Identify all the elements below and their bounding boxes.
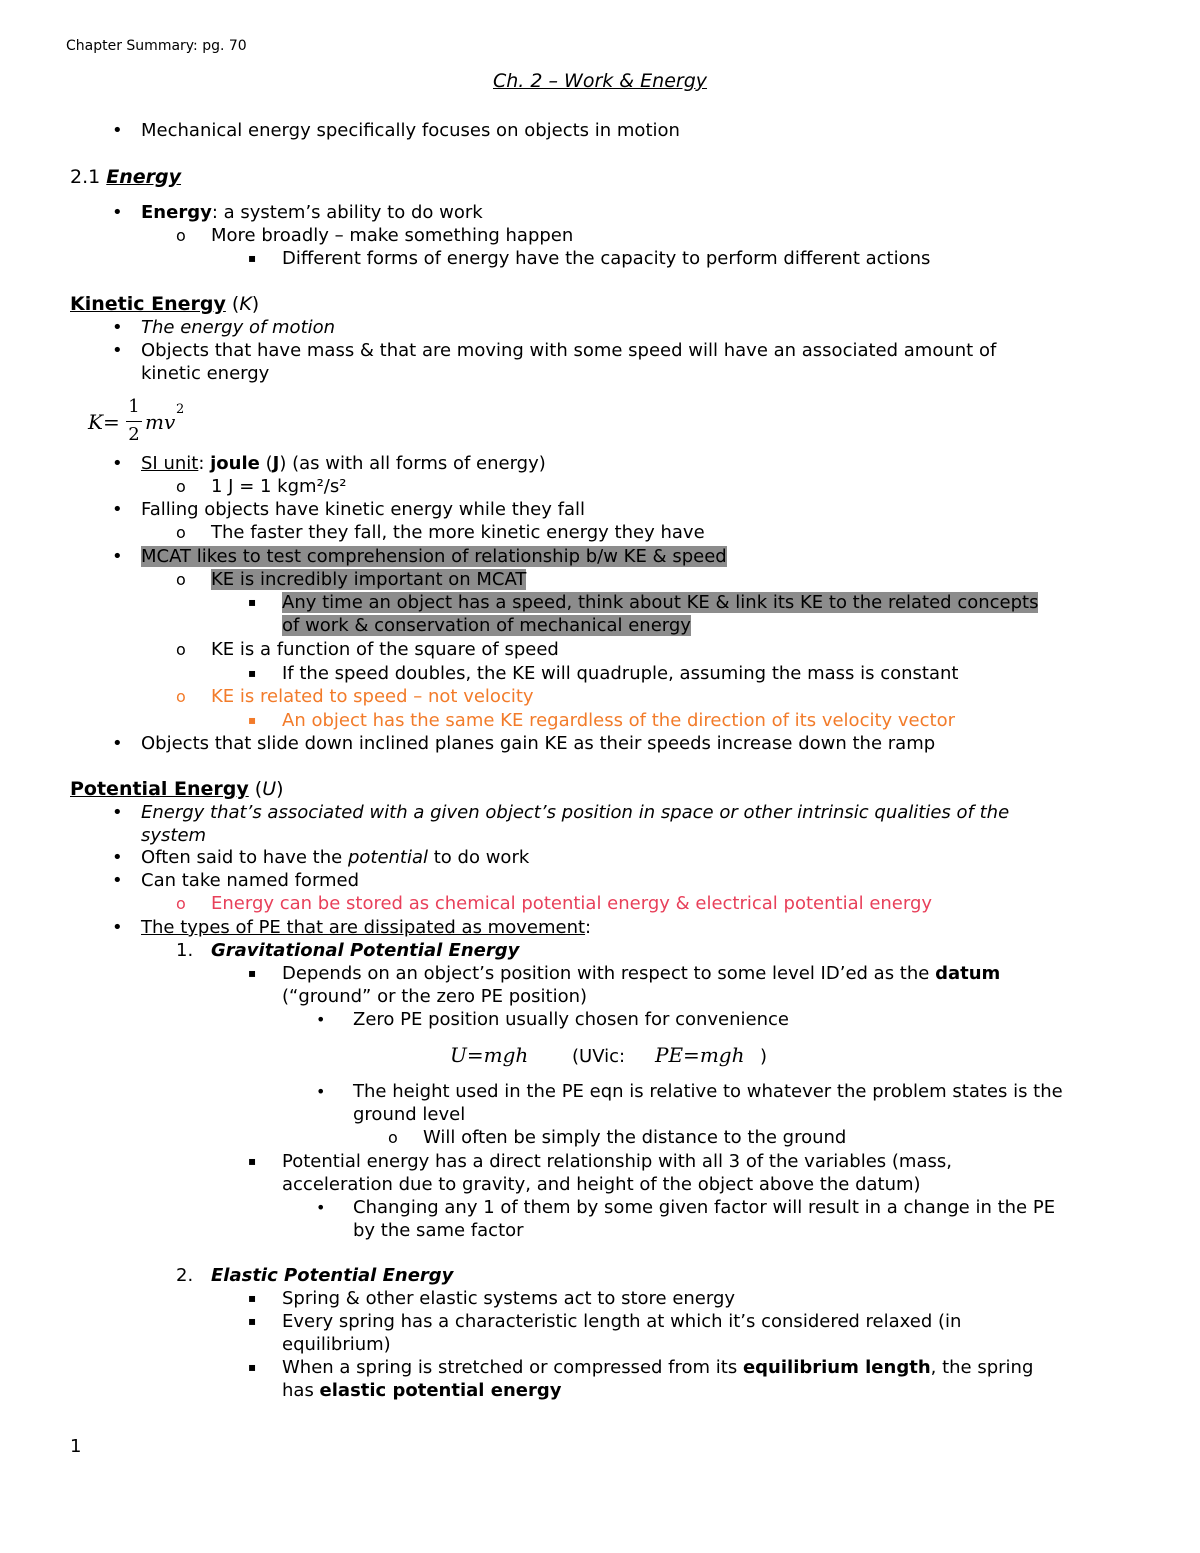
every-spring-line-1: Every spring has a characteristic length at which it’s considered relaxed (in [282,1311,962,1332]
bullet-dot-icon: • [112,499,123,520]
bullet-square-icon: ▪ [248,666,257,680]
bullet-circle-icon: o [176,226,186,245]
bullet-dot-icon: • [112,453,123,474]
ke-definition: The energy of motion [141,317,336,338]
when-spring-line-1: When a spring is stretched or compressed from its equilibrium length, the spring [282,1357,1034,1378]
potential-energy-heading: Potential Energy (U) [70,778,284,800]
pe-types-text: The types of PE that are dissipated as movement: [141,917,592,938]
bullet-dot-icon: • [112,870,123,891]
same-ke-text: An object has the same KE regardless of the direction of its velocity vector [282,710,955,731]
bullet-circle-icon: o [388,1128,398,1147]
potential-to-work-text: Often said to have the potential to do work [141,847,530,868]
joule-definition: 1 J = 1 kgm²/s² [211,476,347,497]
kinetic-energy-heading: Kinetic Energy (K) [70,293,260,315]
list-number: 1. [176,940,194,961]
bullet-circle-icon: o [176,570,186,589]
height-line-2: ground level [353,1104,466,1125]
every-spring-line-2: equilibrium) [282,1334,391,1355]
zero-pe-text: Zero PE position usually chosen for convenience [353,1009,789,1030]
bullet-dot-icon: • [316,1082,326,1101]
bullet-square-icon: ▪ [248,595,257,609]
fraction-bar [126,421,142,422]
intro-text: Mechanical energy specifically focuses on objects in motion [141,120,680,141]
ke-mass-line-2: kinetic energy [141,363,270,384]
bullet-dot-icon: • [112,202,123,223]
energy-forms-text: Different forms of energy have the capacity to perform different actions [282,248,931,269]
bullet-square-icon: ▪ [248,1360,257,1374]
bullet-dot-icon: • [112,917,123,938]
bullet-dot-icon: • [316,1198,326,1217]
distance-text: Will often be simply the distance to the ground [423,1127,847,1148]
list-number: 2. [176,1265,194,1286]
bullet-circle-icon: o [176,640,186,659]
bullet-dot-icon: • [316,1010,326,1029]
document-page: Chapter Summary: pg. 70 Ch. 2 – Work & Energy • Mechanical energy specifically focuses on objects in motion 2.1 Energy • Energy: a system’s ability to do work o More broadly – make something happen ▪ Different forms of energy have the capacity to perform different actions Kinetic Energy (K) • The energy of motion • Objects that have mass & that are moving with some speed will have an associated amount of kinetic energy K= 1 2 mv 2 • SI unit: joule (J) (as with all forms of energy) o 1 J = 1 kgm²/s² • Falling objects have kinetic energy while they fall o The faster they fall, the more kinetic energy they have • MCAT likes to test comprehension of relationship b/w KE & speed o KE is incredibly important on MCAT ▪ Any time an object has a speed, think about KE & link its KE to the related concepts of work & conservation of mechanical energy o KE is a function of the square of speed ▪ If the speed doubles, the KE will quadruple, assuming the mass is constant o KE is related to speed – not velocity ▪ An object has the same KE regardless of the direction of its velocity vector • Objects that slide down inclined planes gain KE as their speeds increase down the ramp Potential Energy (U) • Energy that’s associated with a given object’s position in space or other intrinsic qualities of the system • Often said to have the potential to do work • Can take named formed o Energy can be stored as chemical potential energy & electrical potential energy • The types of PE that are dissipated as movement: 1. Gravitational Potential Energy ▪ Depends on an object’s position with respect to some level ID’ed as the datum (“ground” or the zero PE position) • Zero PE position usually chosen for convenience U=mgh (UVic: PE=mgh ) • The height used in the PE eqn is relative to whatever the problem states is the ground level o Will often be simply the distance to the ground ▪ Potential energy has a direct relationship with all 3 of the variables (mass, acceleration due to gravity, and height of the object above the datum) • Changing any 1 of them by some given factor will result in a change in the PE by the same factor 2. Elastic Potential Energy ▪ Spring & other elastic systems act to store energy ▪ Every spring has a characteristic length at which it’s considered relaxed (in equilibrium) ▪ When a spring is stretched or compressed from its equilibrium length, the spring has elastic potential energy 1 [0,0,1200,1553]
bullet-dot-icon: • [112,317,123,338]
height-line-1: The height used in the PE eqn is relative to whatever the problem states is the [353,1081,1063,1102]
energy-broad-text: More broadly – make something happen [211,225,574,246]
page-title: Ch. 2 – Work & Energy [492,70,708,92]
falling-objects-text: Falling objects have kinetic energy while they fall [141,499,585,520]
bullet-square-icon: ▪ [248,1291,257,1305]
gravitational-pe-title: Gravitational Potential Energy [211,940,520,961]
named-forms-text: Can take named formed [141,870,360,891]
incline-text: Objects that slide down inclined planes gain KE as their speeds increase down the ramp [141,733,936,754]
bullet-square-icon: ▪ [248,1154,257,1168]
changing-line-1: Changing any 1 of them by some given factor will result in a change in the PE [353,1197,1056,1218]
stored-energy-text: Energy can be stored as chemical potential energy & electrical potential energy [211,893,933,914]
bullet-circle-icon: o [176,477,186,496]
bullet-dot-icon: • [112,802,123,823]
speed-not-velocity-text: KE is related to speed – not velocity [211,686,534,707]
depends-line-2: (“ground” or the zero PE position) [282,986,588,1007]
page-header: Chapter Summary: pg. 70 [66,38,247,54]
ke-mass-line-1: Objects that have mass & that are moving with some speed will have an associated amount of [141,340,997,361]
when-spring-line-2: has elastic potential energy [282,1380,562,1401]
bullet-dot-icon: • [112,546,123,567]
page-number: 1 [70,1436,82,1457]
changing-line-2: by the same factor [353,1220,524,1241]
ke-function-text: KE is a function of the square of speed [211,639,559,660]
bullet-dot-icon: • [112,340,123,361]
mcat-important-text: KE is incredibly important on MCAT [211,569,527,590]
si-unit-line: SI unit: joule (J) (as with all forms of energy) [141,453,546,474]
section-2-1-heading: 2.1 Energy [70,166,182,188]
bullet-circle-icon: o [176,687,186,706]
mcat-likes-text: MCAT likes to test comprehension of relationship b/w KE & speed [141,546,727,567]
bullet-dot-icon: • [112,120,123,141]
bullet-dot-icon: • [112,733,123,754]
elastic-pe-title: Elastic Potential Energy [211,1265,454,1286]
anytime-line-2: of work & conservation of mechanical energy [282,615,691,636]
energy-definition: Energy: a system’s ability to do work [141,202,483,223]
bullet-square-icon: ▪ [248,713,257,727]
depends-line-1: Depends on an object’s position with respect to some level ID’ed as the datum [282,963,1001,984]
bullet-square-icon: ▪ [248,251,257,265]
direct-line-1: Potential energy has a direct relationship with all 3 of the variables (mass, [282,1151,952,1172]
bullet-circle-icon: o [176,894,186,913]
bullet-circle-icon: o [176,523,186,542]
anytime-line-1: Any time an object has a speed, think about KE & link its KE to the related concepts [282,592,1039,613]
bullet-square-icon: ▪ [248,966,257,980]
bullet-dot-icon: • [112,847,123,868]
direct-line-2: acceleration due to gravity, and height of the object above the datum) [282,1174,921,1195]
pe-definition-2: system [141,825,207,846]
bullet-square-icon: ▪ [248,1314,257,1328]
spring-text: Spring & other elastic systems act to store energy [282,1288,736,1309]
faster-fall-text: The faster they fall, the more kinetic energy they have [211,522,705,543]
pe-definition-1: Energy that’s associated with a given object’s position in space or other intrinsic qualities of the [141,802,1010,823]
speed-doubles-text: If the speed doubles, the KE will quadruple, assuming the mass is constant [282,663,959,684]
